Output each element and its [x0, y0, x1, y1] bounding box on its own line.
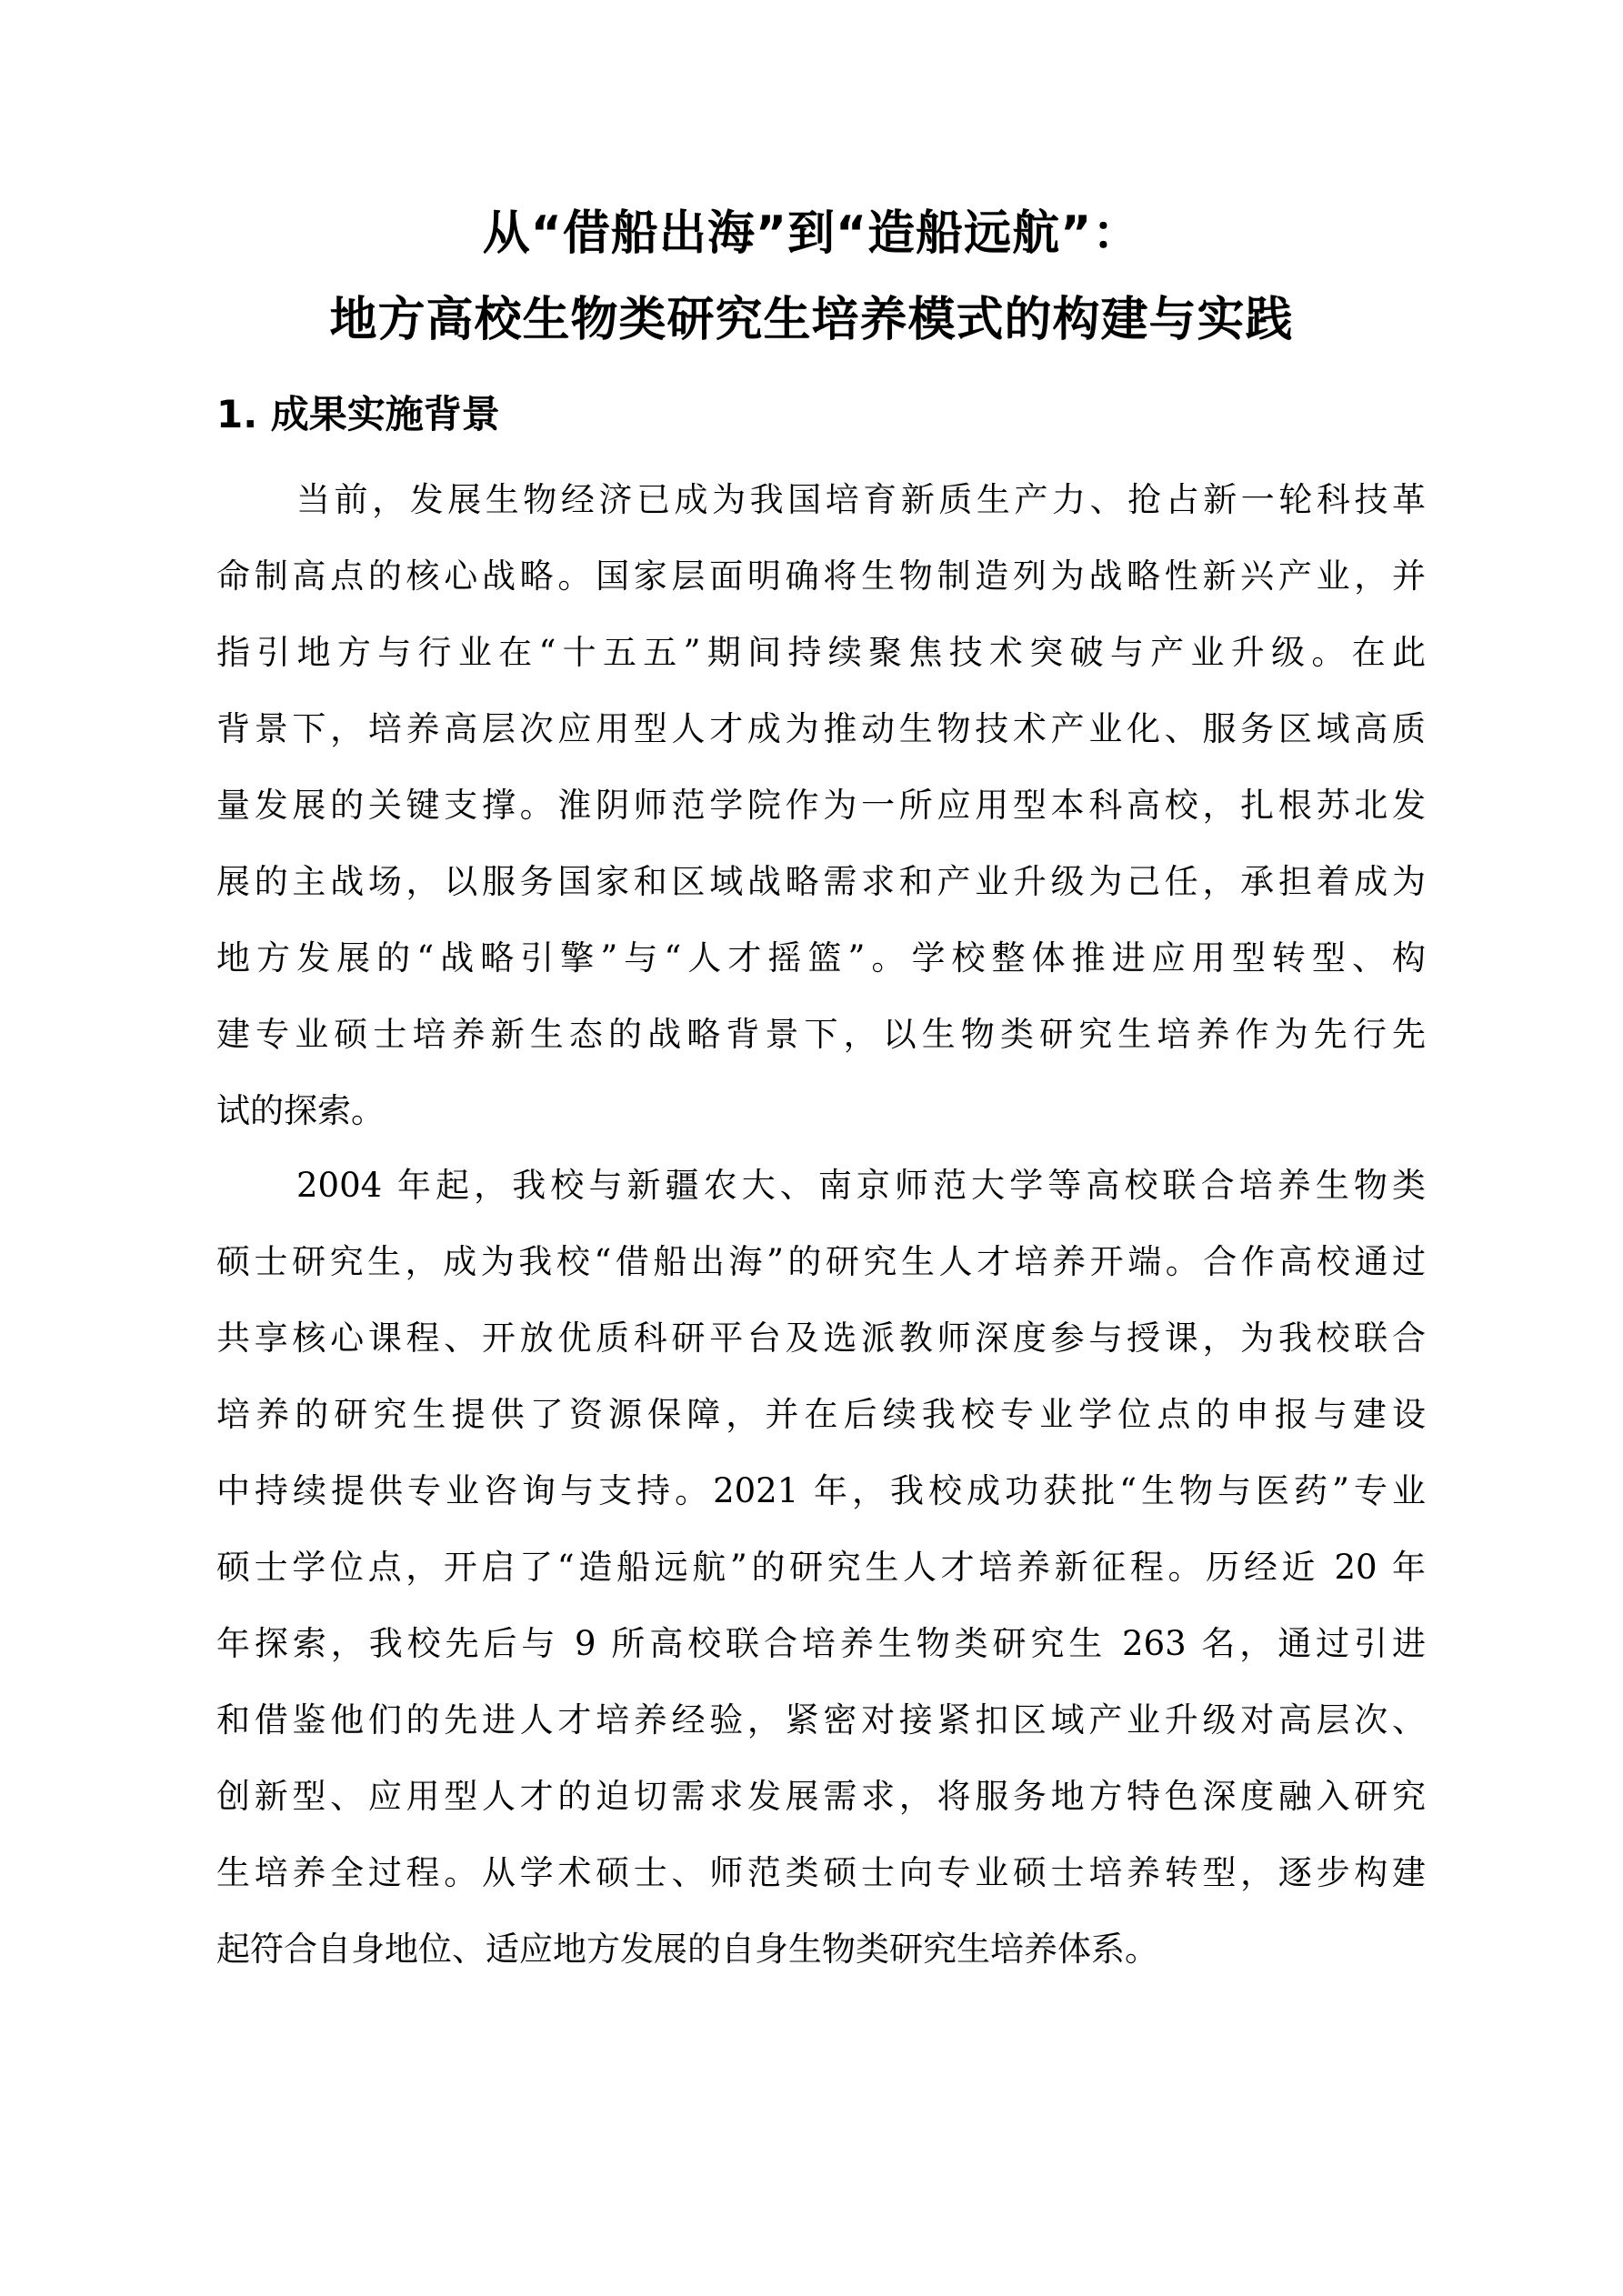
paragraph-line: 共享核心课程、开放优质科研平台及选派教师深度参与授课，为我校联合 [216, 1318, 1426, 1358]
paragraph-line: 试的探索。 [216, 1091, 385, 1130]
paragraph-line: 年探索，我校先后与 9 所高校联合培养生物类研究生 263 名，通过引进 [216, 1624, 1426, 1663]
paragraph-line: 起符合自身地位、适应地方发展的自身生物类研究生培养体系。 [216, 1930, 1158, 1969]
paragraph-line: 创新型、应用型人才的迫切需求发展需求，将服务地方特色深度融入研究 [216, 1777, 1426, 1816]
paragraph-line: 和借鉴他们的先进人才培养经验，紧密对接紧扣区域产业升级对高层次、 [216, 1700, 1426, 1740]
paragraph-line: 量发展的关键支撑。淮阴师范学院作为一所应用型本科高校，扎根苏北发 [216, 786, 1426, 825]
paragraph-2 [216, 1148, 1426, 1988]
paragraph-line: 指引地方与行业在“十五五”期间持续聚焦技术突破与产业升级。在此 [216, 633, 1426, 672]
paragraph-line: 中持续提供专业咨询与支持。2021 年，我校成功获批“生物与医药”专业 [216, 1471, 1426, 1510]
paragraph-line: 命制高点的核心战略。国家层面明确将生物制造列为战略性新兴产业，并 [216, 556, 1426, 596]
paragraph-line: 生培养全过程。从学术硕士、师范类硕士向专业硕士培养转型，逐步构建 [216, 1853, 1426, 1892]
paragraph-line: 地方发展的“战略引擎”与“人才摇篮”。学校整体推进应用型转型、构 [216, 938, 1426, 978]
section-heading: 1. 成果实施背景 [216, 392, 500, 436]
document-title-line-2: 地方高校生物类研究生培养模式的构建与实践 [329, 293, 1294, 347]
paragraph-line: 背景下，培养高层次应用型人才成为推动生物技术产业化、服务区域高质 [216, 709, 1426, 748]
paragraph-line: 当前，发展生物经济已成为我国培育新质生产力、抢占新一轮科技革 [296, 480, 1426, 519]
paragraph-line: 建专业硕士培养新生态的战略背景下，以生物类研究生培养作为先行先 [216, 1015, 1426, 1054]
paragraph-line: 硕士研究生，成为我校“借船出海”的研究生人才培养开端。合作高校通过 [216, 1242, 1426, 1281]
paragraph-line: 硕士学位点，开启了“造船远航”的研究生人才培养新征程。历经近 20 年 [216, 1548, 1426, 1587]
paragraph-line: 培养的研究生提供了资源保障，并在后续我校专业学位点的申报与建设 [216, 1395, 1426, 1434]
document-title-line-1: 从“借船出海”到“造船远航”： [482, 206, 1141, 261]
paragraph-1 [216, 462, 1426, 1149]
paragraph-line: 展的主战场，以服务国家和区域战略需求和产业升级为己任，承担着成为 [216, 862, 1426, 901]
paragraph-line: 2004 年起，我校与新疆农大、南京师范大学等高校联合培养生物类 [296, 1166, 1426, 1205]
